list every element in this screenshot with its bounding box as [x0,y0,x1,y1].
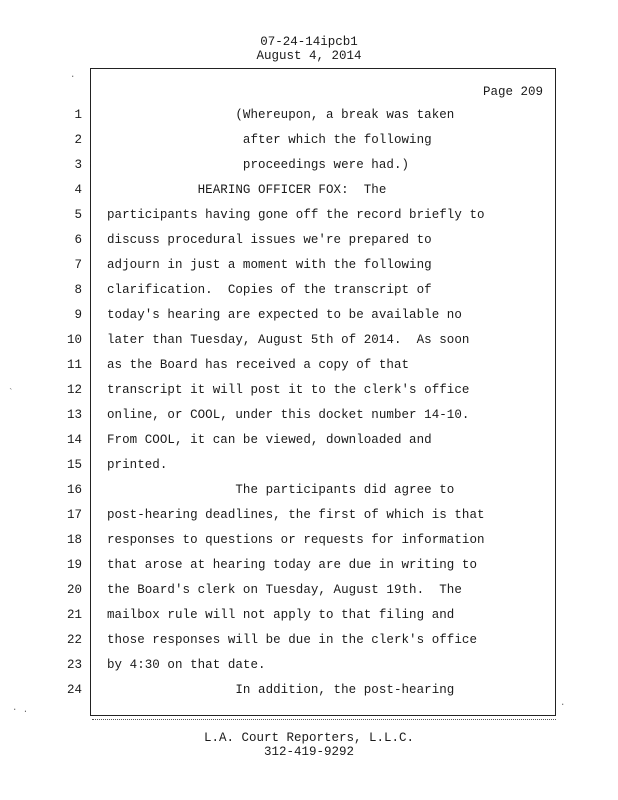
transcript-line: post-hearing deadlines, the first of which is that [107,508,485,522]
line-number: 17 [66,508,82,522]
line-number: 6 [74,233,82,247]
transcript-line: The participants did agree to [107,483,455,497]
transcript-line: transcript it will post it to the clerk's office [107,383,470,397]
line-number: 11 [66,358,82,372]
header-file-code: 07-24-14ipcb1 [260,35,358,49]
footer-phone: 312-419-9292 [263,745,354,759]
transcript-line: as the Board has received a copy of that [107,358,410,372]
line-number: 9 [74,308,82,322]
footer-company: L.A. Court Reporters, L.L.C. [203,731,415,745]
transcript-line: participants having gone off the record briefly to [107,208,485,222]
scan-mark: · [560,700,566,710]
transcript-line: by 4:30 on that date. [107,658,266,672]
line-number: 13 [66,408,82,422]
line-number: 20 [66,583,82,597]
scan-mark: ` [8,388,14,398]
line-number: 3 [74,158,82,172]
transcript-line: mailbox rule will not apply to that filing and [107,608,455,622]
transcript-line: online, or COOL, under this docket number 14-10. [107,408,470,422]
line-number: 4 [74,183,82,197]
transcript-line: that arose at hearing today are due in writing to [107,558,478,572]
line-number: 24 [66,683,82,697]
line-number: 16 [66,483,82,497]
line-number: 2 [74,133,82,147]
line-number: 18 [66,533,82,547]
transcript-line: adjourn in just a moment with the following [107,258,432,272]
transcript-line: printed. [107,458,168,472]
transcript-line: In addition, the post-hearing [107,683,455,697]
transcript-line: those responses will be due in the clerk's office [107,633,478,647]
transcript-line: the Board's clerk on Tuesday, August 19th. The [107,583,462,597]
line-number: 12 [66,383,82,397]
header-date: August 4, 2014 [256,49,362,63]
scan-mark: · . [12,705,29,715]
line-number: 22 [66,633,82,647]
transcript-line: clarification. Copies of the transcript of [107,283,432,297]
frame-bottom-rule [92,719,556,720]
line-number: 8 [74,283,82,297]
transcript-line: responses to questions or requests for information [107,533,485,547]
transcript-line: proceedings were had.) [107,158,410,172]
line-number: 10 [66,333,82,347]
line-number: 15 [66,458,82,472]
line-number: 1 [74,108,82,122]
transcript-line: after which the following [107,133,432,147]
transcript-line: (Whereupon, a break was taken [107,108,455,122]
line-number: 7 [74,258,82,272]
line-number: 5 [74,208,82,222]
scan-mark: . [70,70,76,80]
transcript-line: later than Tuesday, August 5th of 2014. As soon [107,333,470,347]
page-number-label: Page 209 [482,85,543,99]
transcript-line: From COOL, it can be viewed, downloaded and [107,433,432,447]
transcript-line: HEARING OFFICER FOX: The [107,183,387,197]
line-number: 21 [66,608,82,622]
line-number: 19 [66,558,82,572]
transcript-line: discuss procedural issues we're prepared to [107,233,432,247]
line-number: 23 [66,658,82,672]
transcript-line: today's hearing are expected to be available no [107,308,462,322]
line-number: 14 [66,433,82,447]
